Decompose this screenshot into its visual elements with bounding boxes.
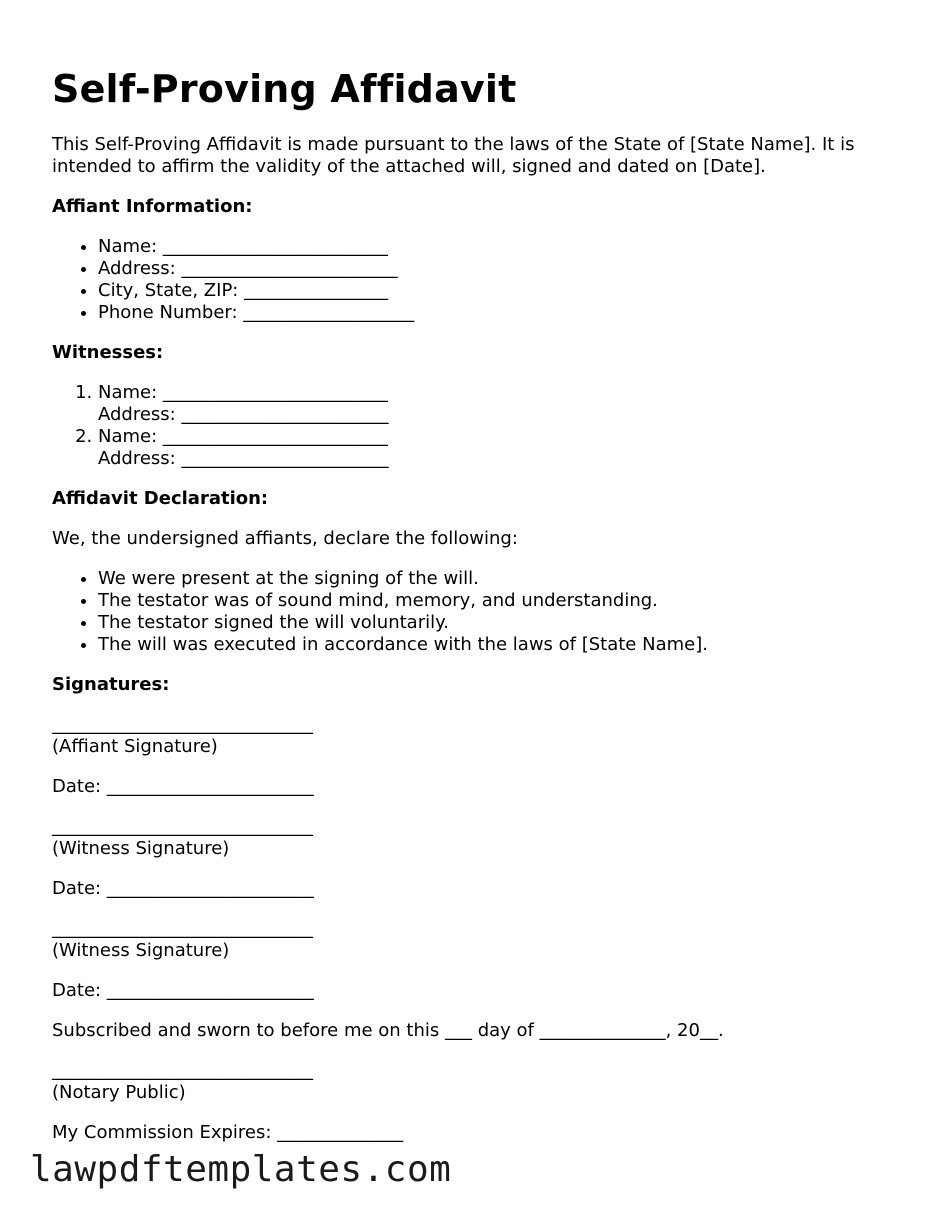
sworn-statement: Subscribed and sworn to before me on this ___ day of ______________, 20__. xyxy=(52,1020,724,1041)
witness2-signature-line: _____________________________ xyxy=(52,918,313,939)
list-item: • City, State, ZIP: ________________ xyxy=(98,280,892,302)
witness2-date-line: Date: _______________________ xyxy=(52,980,314,1001)
declaration-list xyxy=(52,568,892,656)
witness-address-line: Address: _______________________ xyxy=(98,448,389,469)
notary-signature-block xyxy=(52,1060,892,1104)
affiant-heading: Affiant Information: xyxy=(52,196,253,217)
list-item: • Address: ________________________ xyxy=(98,258,892,280)
list-item: • The testator signed the will voluntarily. xyxy=(98,612,892,634)
witness2-signature-label: (Witness Signature) xyxy=(52,940,230,961)
list-item xyxy=(98,426,892,470)
list-item: • Name: _________________________ xyxy=(98,236,892,258)
list-item: • The will was executed in accordance with the laws of [State Name]. xyxy=(98,634,892,656)
affiant-signature-block xyxy=(52,714,892,758)
witness-name-line: 2. Name: _________________________ xyxy=(98,426,388,447)
signatures-heading: Signatures: xyxy=(52,674,170,695)
witness1-date-line: Date: _______________________ xyxy=(52,878,314,899)
witness-address-line: Address: _______________________ xyxy=(98,404,389,425)
affiant-signature-label: (Affiant Signature) xyxy=(52,736,218,757)
watermark-text: lawpdftemplates.com xyxy=(30,1149,452,1190)
witness1-signature-label: (Witness Signature) xyxy=(52,838,230,859)
declaration-heading: Affidavit Declaration: xyxy=(52,488,269,509)
affiant-signature-line: _____________________________ xyxy=(52,714,313,735)
list-item: • Phone Number: ___________________ xyxy=(98,302,892,324)
list-item: • We were present at the signing of the will. xyxy=(98,568,892,590)
declaration-intro: We, the undersigned affiants, declare the following: xyxy=(52,528,518,549)
witness1-signature-block xyxy=(52,816,892,860)
notary-signature-label: (Notary Public) xyxy=(52,1082,186,1103)
witness2-signature-block xyxy=(52,918,892,962)
witness-name-line: 1. Name: _________________________ xyxy=(98,382,388,403)
notary-signature-line: _____________________________ xyxy=(52,1060,313,1081)
page-title: Self-Proving Affidavit xyxy=(52,67,517,111)
list-item xyxy=(98,382,892,426)
witnesses-heading: Witnesses: xyxy=(52,342,164,363)
witnesses-list xyxy=(52,382,892,470)
witness1-signature-line: _____________________________ xyxy=(52,816,313,837)
affiant-list xyxy=(52,236,892,324)
affiant-date-line: Date: _______________________ xyxy=(52,776,314,797)
list-item: • The testator was of sound mind, memory, and understanding. xyxy=(98,590,892,612)
document-page xyxy=(52,66,892,1162)
intro-paragraph: This Self-Proving Affidavit is made pursuant to the laws of the State of [State Name]. It is intended to affirm the validity of the attached will, signed and dated on [Date]. xyxy=(52,134,855,177)
commission-expires-line: My Commission Expires: ______________ xyxy=(52,1122,404,1143)
